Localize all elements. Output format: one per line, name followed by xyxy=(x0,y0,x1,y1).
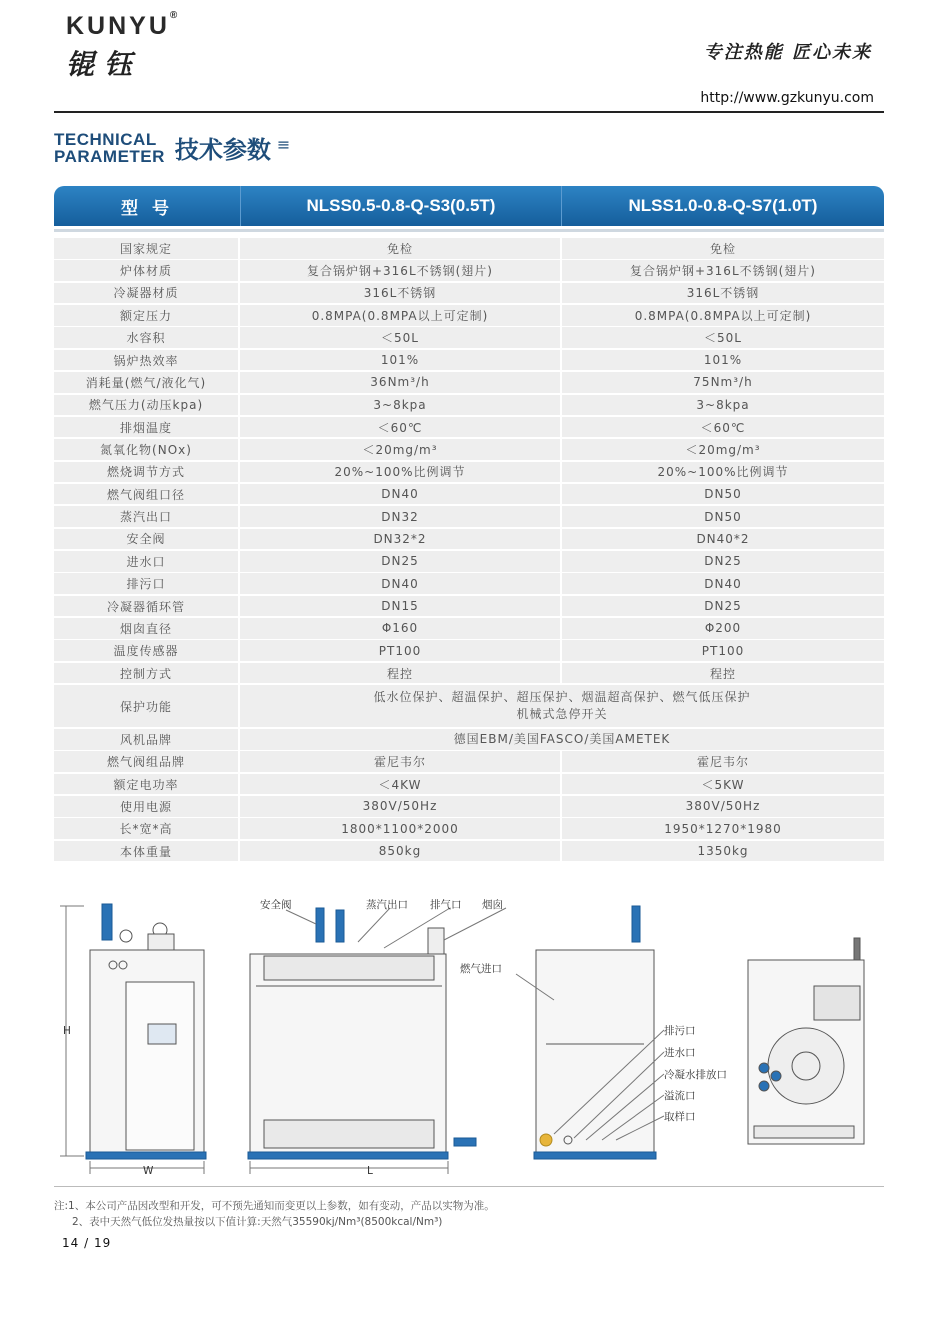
value-10t: DN50 xyxy=(562,506,884,527)
label-condensate: 冷凝水排放口 xyxy=(664,1069,727,1081)
back-body xyxy=(536,950,654,1152)
value-05t: 程控 xyxy=(240,663,560,684)
value-10t: 316L不锈钢 xyxy=(562,283,884,304)
front-view xyxy=(60,904,206,1174)
value-10t: ＜50L xyxy=(562,327,884,348)
table-row xyxy=(54,551,884,572)
param-label: 冷凝器材质 xyxy=(54,283,238,304)
table-row xyxy=(54,484,884,505)
value-05t: ＜4KW xyxy=(240,774,560,795)
slogan: 专注热能 匠心未来 xyxy=(703,42,872,63)
footnotes xyxy=(54,1198,495,1230)
table-row xyxy=(54,796,884,817)
value-05t: PT100 xyxy=(240,640,560,661)
header-model-10t: NLSS1.0-0.8-Q-S7(1.0T) xyxy=(628,196,818,215)
boiler-diagrams xyxy=(54,888,884,1178)
value-10t: 380V/50Hz xyxy=(562,796,884,817)
table-row xyxy=(54,685,884,727)
table-row xyxy=(54,596,884,617)
value-05t: 霍尼韦尔 xyxy=(240,751,560,772)
brand-name-en: KUNYU® xyxy=(66,10,178,40)
param-label: 风机品牌 xyxy=(54,729,238,750)
param-label: 烟囱直径 xyxy=(54,618,238,639)
value-line: 机械式急停开关 xyxy=(516,707,608,722)
table-row xyxy=(54,774,884,795)
param-label: 燃气阀组品牌 xyxy=(54,751,238,772)
value-10t: ＜60℃ xyxy=(562,417,884,438)
value-10t: 3~8kpa xyxy=(562,395,884,416)
table-row xyxy=(54,260,884,281)
value-05t: 1800*1100*2000 xyxy=(240,818,560,839)
value-05t: DN25 xyxy=(240,551,560,572)
value-05t: DN32 xyxy=(240,506,560,527)
dim-w-label: W xyxy=(143,1165,154,1177)
value-10t: DN40 xyxy=(562,573,884,594)
back-view xyxy=(516,906,664,1159)
value-05t: 3~8kpa xyxy=(240,395,560,416)
param-label: 排污口 xyxy=(54,573,238,594)
value-10t: DN25 xyxy=(562,551,884,572)
table-row xyxy=(54,283,884,304)
value-10t: 免检 xyxy=(562,238,884,259)
table-row xyxy=(54,618,884,639)
top-view xyxy=(748,938,864,1144)
value-10t: 75Nm³/h xyxy=(562,372,884,393)
param-label: 国家规定 xyxy=(54,238,238,259)
param-label: 额定电功率 xyxy=(54,774,238,795)
param-label: 锅炉热效率 xyxy=(54,350,238,371)
table-row xyxy=(54,327,884,348)
param-label: 蒸汽出口 xyxy=(54,506,238,527)
value-shared: 德国EBM/美国FASCO/美国AMETEK xyxy=(240,729,884,750)
table-row xyxy=(54,663,884,684)
label-steam-outlet: 蒸汽出口 xyxy=(366,899,408,911)
value-05t: DN32*2 xyxy=(240,529,560,550)
footer-divider xyxy=(54,1186,884,1187)
note-line-2: 2、表中天然气低位发热量按以下值计算:天然气35590kj/Nm³(8500kcal/Nm³) xyxy=(72,1216,443,1228)
param-label: 额定压力 xyxy=(54,305,238,326)
menu-lines-icon: ≡ xyxy=(276,135,291,154)
dim-l-label: L xyxy=(367,1165,373,1177)
value-05t: 101% xyxy=(240,350,560,371)
table-row xyxy=(54,729,884,750)
param-label: 长*宽*高 xyxy=(54,818,238,839)
website-link[interactable]: http://www.gzkunyu.com xyxy=(700,90,874,106)
param-label: 进水口 xyxy=(54,551,238,572)
section-title xyxy=(54,130,290,165)
label-chimney: 烟囱 xyxy=(482,899,503,911)
value-10t: PT100 xyxy=(562,640,884,661)
table-row xyxy=(54,305,884,326)
label-safety-valve: 安全阀 xyxy=(260,899,292,911)
value-10t: ＜20mg/m³ xyxy=(562,439,884,460)
param-label: 氮氧化物(NOx) xyxy=(54,439,238,460)
label-sampling: 取样口 xyxy=(664,1111,696,1123)
label-water-inlet: 进水口 xyxy=(664,1047,696,1059)
table-row xyxy=(54,751,884,772)
front-base xyxy=(86,1152,206,1159)
spec-table xyxy=(54,186,884,863)
value-05t: 850kg xyxy=(240,841,560,862)
section-title-cn: 技术参数 xyxy=(174,136,271,164)
value-05t: DN40 xyxy=(240,573,560,594)
side-base xyxy=(248,1152,448,1159)
value-05t: 20%~100%比例调节 xyxy=(240,462,560,483)
table-row xyxy=(54,529,884,550)
front-valve xyxy=(102,904,112,940)
value-05t: Φ160 xyxy=(240,618,560,639)
chimney xyxy=(428,928,444,954)
back-base xyxy=(534,1152,656,1159)
value-10t: 20%~100%比例调节 xyxy=(562,462,884,483)
table-body xyxy=(54,238,884,861)
header-divider xyxy=(54,111,884,113)
table-row xyxy=(54,417,884,438)
label-overflow: 溢流口 xyxy=(664,1090,696,1102)
value-10t: 复合锅炉钢+316L不锈钢(翅片) xyxy=(562,260,884,281)
table-row xyxy=(54,462,884,483)
value-10t: DN25 xyxy=(562,596,884,617)
value-line: 低水位保护、超温保护、超压保护、烟温超高保护、燃气低压保护 xyxy=(373,690,751,705)
burner-circle xyxy=(768,1028,844,1104)
table-header xyxy=(54,186,884,226)
label-blowdown: 排污口 xyxy=(664,1025,696,1037)
header-underline xyxy=(54,229,884,232)
table-row xyxy=(54,573,884,594)
value-05t: 复合锅炉钢+316L不锈钢(翅片) xyxy=(240,260,560,281)
value-10t: 1950*1270*1980 xyxy=(562,818,884,839)
value-05t: ＜60℃ xyxy=(240,417,560,438)
value-05t: 36Nm³/h xyxy=(240,372,560,393)
header-model-05t: NLSS0.5-0.8-Q-S3(0.5T) xyxy=(240,186,562,226)
side-view xyxy=(248,908,506,1174)
note-line-1: 注:1、本公司产品因改型和开发，可不预先通知而变更以上参数，如有变动，产品以实物为准。 xyxy=(54,1200,495,1212)
table-row xyxy=(54,439,884,460)
param-label: 燃气阀组口径 xyxy=(54,484,238,505)
value-05t: ＜20mg/m³ xyxy=(240,439,560,460)
page-number: 14 / 19 xyxy=(62,1236,112,1250)
value-10t: DN50 xyxy=(562,484,884,505)
param-label: 保护功能 xyxy=(54,685,238,727)
section-title-en: TECHNICAL PARAMETER xyxy=(54,129,165,166)
param-label: 安全阀 xyxy=(54,529,238,550)
table-row xyxy=(54,395,884,416)
table-row xyxy=(54,818,884,839)
value-10t: Φ200 xyxy=(562,618,884,639)
param-label: 炉体材质 xyxy=(54,260,238,281)
value-05t: 316L不锈钢 xyxy=(240,283,560,304)
table-row xyxy=(54,350,884,371)
table-row xyxy=(54,238,884,259)
value-05t: ＜50L xyxy=(240,327,560,348)
value-10t: 1350kg xyxy=(562,841,884,862)
param-label: 燃气压力(动压kpa) xyxy=(54,395,238,416)
label-gas-inlet: 燃气进口 xyxy=(460,963,502,975)
param-label: 消耗量(燃气/液化气) xyxy=(54,372,238,393)
value-05t: 380V/50Hz xyxy=(240,796,560,817)
table-row xyxy=(54,372,884,393)
value-10t: 101% xyxy=(562,350,884,371)
brand-name-cn: 锟钰 xyxy=(66,48,143,81)
header-model: 型 号 xyxy=(121,198,173,219)
param-label: 水容积 xyxy=(54,327,238,348)
param-label: 使用电源 xyxy=(54,796,238,817)
table-row xyxy=(54,640,884,661)
value-05t: 免检 xyxy=(240,238,560,259)
param-label: 排烟温度 xyxy=(54,417,238,438)
value-05t: DN15 xyxy=(240,596,560,617)
table-row xyxy=(54,506,884,527)
value-05t: DN40 xyxy=(240,484,560,505)
value-shared xyxy=(240,685,884,727)
param-label: 控制方式 xyxy=(54,663,238,684)
value-10t: ＜5KW xyxy=(562,774,884,795)
control-screen xyxy=(148,1024,176,1044)
brand-logo xyxy=(66,12,177,83)
param-label: 冷凝器循环管 xyxy=(54,596,238,617)
param-label: 燃烧调节方式 xyxy=(54,462,238,483)
value-10t: 霍尼韦尔 xyxy=(562,751,884,772)
label-exhaust: 排气口 xyxy=(430,899,462,911)
dim-h-label: H xyxy=(63,1025,71,1037)
value-10t: DN40*2 xyxy=(562,529,884,550)
value-10t: 0.8MPA(0.8MPA以上可定制) xyxy=(562,305,884,326)
param-label: 本体重量 xyxy=(54,841,238,862)
value-05t: 0.8MPA(0.8MPA以上可定制) xyxy=(240,305,560,326)
value-10t: 程控 xyxy=(562,663,884,684)
table-row xyxy=(54,841,884,862)
param-label: 温度传感器 xyxy=(54,640,238,661)
diagram-canvas xyxy=(54,888,884,1178)
